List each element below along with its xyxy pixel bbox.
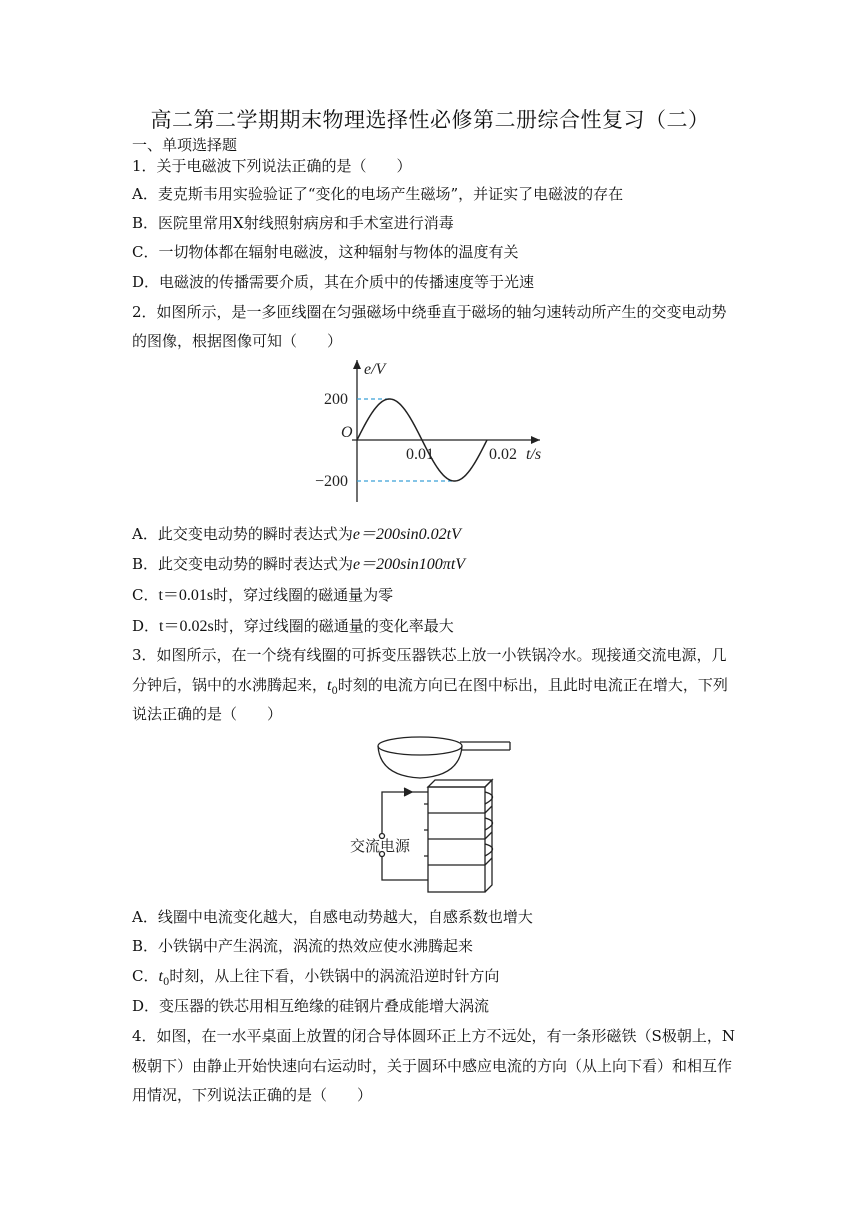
q3-option-a: A．线圈中电流变化越大，自感电动势越大，自感系数也增大 [132,908,533,926]
page-title: 高二第二学期期末物理选择性必修第二册综合性复习（二） [150,108,710,132]
x-tick-001: 0.01 [406,446,434,463]
core-top-face [428,780,492,787]
x-axis-arrow [531,436,540,444]
q4-stem-line3: 用情况，下列说法正确的是（ ） [132,1086,373,1104]
x-tick-002: 0.02 [489,446,517,463]
q2-option-c-suffix: 时，穿过线圈的磁通量为零 [213,586,394,604]
q3-option-c-t0-sub: 0 [162,977,170,988]
q2-option-d-formula: t＝0.02s [159,618,214,635]
q4-stem-line2: 极朝下）由静止开始快速向右运动时，关于圆环中感应电流的方向（从上向下看）和相互作 [132,1057,733,1075]
pan-rim [378,737,462,755]
current-arrow [404,788,412,796]
x-axis-label: t/s [526,446,542,463]
q4-stem-line1: 4．如图，在一水平桌面上放置的闭合导体圆环正上方不远处，有一条形磁铁（S极朝上，N [132,1027,735,1045]
q2-option-d-prefix: D． [132,617,160,635]
q2-option-b [132,551,465,574]
y-axis-label: e/V [364,361,386,378]
q3-transformer-figure [340,730,530,895]
wire-bottom [382,857,428,880]
q1-option-a: A．麦克斯韦用实验验证了“变化的电场产生磁场”，并证实了电磁波的存在 [132,185,624,203]
q2-emf-sine-chart [300,352,560,517]
q2-option-a-prefix: A．此交变电动势的瞬时表达式为 [132,525,353,543]
q3-option-c-prefix: C． [132,967,159,985]
q1-option-c: C．一切物体都在辐射电磁波，这种辐射与物体的温度有关 [132,243,519,261]
q1-option-b: B．医院里常用X射线照射病房和手术室进行消毒 [132,214,454,232]
pan-bowl [378,746,462,778]
q3-option-c [132,965,499,988]
q3-option-d: D．变压器的铁芯用相互绝缘的硅钢片叠成能增大涡流 [132,997,490,1015]
pan-handle [460,742,510,750]
q2-option-a-formula: e＝200sin0.02tV [352,526,461,543]
q3-stem-line2-a: 分钟后，锅中的水沸腾起来， [132,676,328,694]
q2-option-c-formula: t＝0.01s [158,587,214,604]
q3-option-b: B．小铁锅中产生涡流，涡流的热效应使水沸腾起来 [132,937,474,955]
wire-top [382,792,428,833]
q3-t0-symbol: t [327,677,332,694]
q2-stem-line2: 的图像，根据图像可知（ ） [132,332,343,350]
q2-option-b-formula: e＝200sin100πtV [353,556,466,573]
q3-option-c-suffix: 时刻，从上往下看，小铁锅中的涡流沿逆时针方向 [169,967,500,985]
q3-stem-line1: 3．如图所示，在一个绕有线圈的可拆变压器铁芯上放一小铁锅冷水。现接通交流电源，几 [132,646,727,664]
section-label: 一、单项选择题 [132,136,238,154]
q2-option-b-prefix: B．此交变电动势的瞬时表达式为 [132,555,354,573]
q2-option-c [132,582,393,605]
terminal-top [380,834,385,839]
q1-option-d: D．电磁波的传播需要介质，其在介质中的传播速度等于光速 [132,273,535,291]
q2-option-d [132,613,454,636]
origin-label: O [341,424,353,441]
q3-stem-line2 [132,674,728,697]
q2-option-a [132,521,461,544]
q3-stem-line3: 说法正确的是（ ） [132,705,283,723]
q3-t0-subscript: 0 [331,686,338,697]
ac-source-label: 交流电源 [350,839,411,855]
q2-option-c-prefix: C． [132,586,159,604]
q2-option-d-suffix: 时，穿过线圈的磁通量的变化率最大 [213,617,454,635]
q1-stem: 1．关于电磁波下列说法正确的是（ ） [132,157,412,175]
y-axis-arrow [353,360,361,369]
q2-stem-line1: 2．如图所示，是一多匝线圈在匀强磁场中绕垂直于磁场的轴匀速转动所产生的交变电动势 [132,303,727,321]
q3-option-c-t0: t [158,968,163,985]
q3-stem-line2-b: 时刻的电流方向已在图中标出，且此时电流正在增大，下列 [337,676,728,694]
y-tick-neg200: −200 [315,473,349,490]
y-tick-200: 200 [324,391,348,408]
